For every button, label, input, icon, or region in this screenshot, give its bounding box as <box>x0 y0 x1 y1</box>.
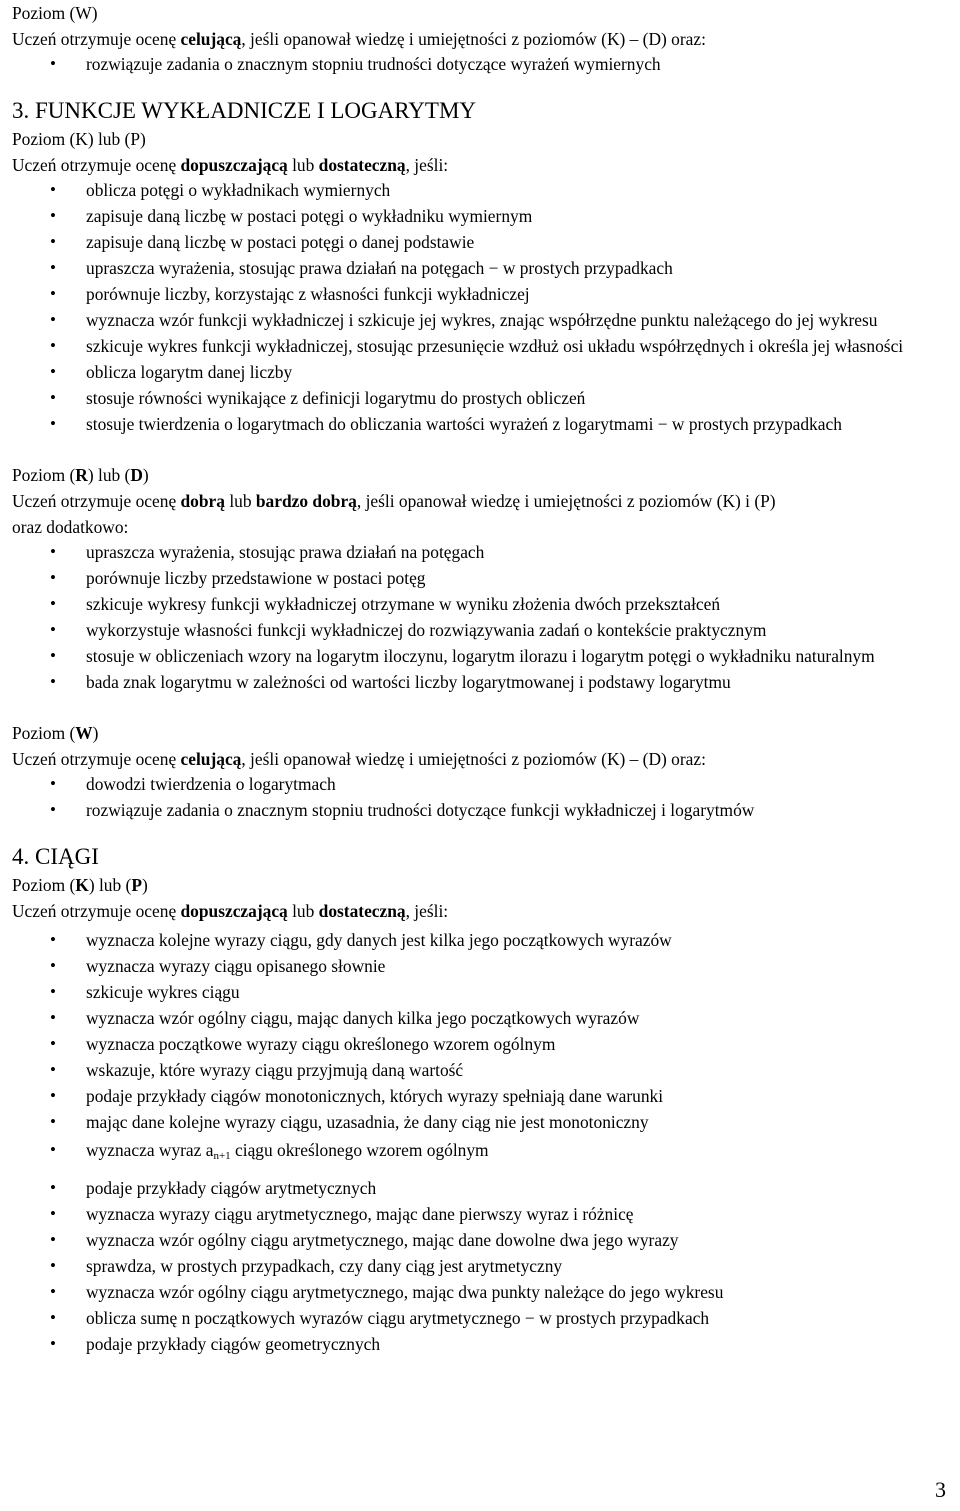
requirements-list <box>12 772 952 822</box>
level-label: Poziom (K) lub (P) <box>12 129 146 149</box>
list-item: • szkicuje wykres funkcji wykładniczej, stosując przesunięcie wzdłuż osi układu współrzędnych i określa jej własności <box>12 334 952 358</box>
list-item: • wskazuje, które wyrazy ciągu przyjmują daną wartość <box>12 1058 952 1082</box>
requirements-list <box>12 928 952 1134</box>
list-item: • stosuje w obliczeniach wzory na logarytm iloczynu, logarytm ilorazu i logarytm potęgi o wykładniku naturalnym <box>12 644 952 668</box>
list-item: • wyznacza wzór ogólny ciągu arytmetycznego, mając dane dowolne dwa jego wyrazy <box>12 1228 952 1252</box>
list-item: • wyznacza wzór ogólny ciągu, mając danych kilka jego początkowych wyrazów <box>12 1006 952 1030</box>
list-item: • zapisuje daną liczbę w postaci potęgi o wykładniku wymiernym <box>12 204 952 228</box>
section-heading: 3. FUNKCJE WYKŁADNICZE I LOGARYTMY <box>12 98 477 123</box>
list-item: • rozwiązuje zadania o znacznym stopniu trudności dotyczące funkcji wykładniczej i logarytmów <box>12 798 952 822</box>
list-item: • wyznacza wyrazy ciągu opisanego słownie <box>12 954 952 978</box>
list-item: • wyznacza wzór funkcji wykładniczej i szkicuje jej wykres, znając współrzędne punktu należącego do jej wykresu <box>12 308 952 332</box>
requirements-list <box>12 1138 952 1168</box>
grade-intro-continued: oraz dodatkowo: <box>12 517 129 537</box>
level-label: Poziom (W) <box>12 723 99 743</box>
list-item: • rozwiązuje zadania o znacznym stopniu trudności dotyczące wyrażeń wymiernych <box>12 52 952 76</box>
level-label: Poziom (K) lub (P) <box>12 875 148 895</box>
list-item: • szkicuje wykres ciągu <box>12 980 952 1004</box>
requirements-list <box>12 1176 952 1356</box>
grade-intro: Uczeń otrzymuje ocenę dopuszczającą lub dostateczną, jeśli: <box>12 155 449 175</box>
list-item: • podaje przykłady ciągów monotonicznych, których wyrazy spełniają dane warunki <box>12 1084 952 1108</box>
list-item: • stosuje twierdzenia o logarytmach do obliczania wartości wyrażeń z logarytmami − w prostych przypadkach <box>12 412 952 436</box>
list-item: • wyznacza wzór ogólny ciągu arytmetycznego, mając dwa punkty należące do jego wykresu <box>12 1280 952 1304</box>
grade-intro: Uczeń otrzymuje ocenę dopuszczającą lub dostateczną, jeśli: <box>12 901 449 921</box>
list-item: • dowodzi twierdzenia o logarytmach <box>12 772 952 796</box>
list-item: • porównuje liczby, korzystając z własności funkcji wykładniczej <box>12 282 952 306</box>
list-item: • oblicza logarytm danej liczby <box>12 360 952 384</box>
list-item: • wykorzystuje własności funkcji wykładniczej do rozwiązywania zadań o kontekście praktycznym <box>12 618 952 642</box>
requirements-list <box>12 540 952 694</box>
list-item: • mając dane kolejne wyrazy ciągu, uzasadnia, że dany ciąg nie jest monotoniczny <box>12 1110 952 1134</box>
level-label: Poziom (W) <box>12 3 98 23</box>
section-heading: 4. CIĄGI <box>12 844 99 869</box>
list-item: • wyznacza początkowe wyrazy ciągu określonego wzorem ogólnym <box>12 1032 952 1056</box>
grade-intro: Uczeń otrzymuje ocenę celującą, jeśli opanował wiedzę i umiejętności z poziomów (K) – (D) oraz: <box>12 29 706 49</box>
level-label: Poziom (R) lub (D) <box>12 465 149 485</box>
list-item: • oblicza potęgi o wykładnikach wymiernych <box>12 178 952 202</box>
document-page <box>12 0 952 1358</box>
list-item: • stosuje równości wynikające z definicji logarytmu do prostych obliczeń <box>12 386 952 410</box>
list-item: • oblicza sumę n początkowych wyrazów ciągu arytmetycznego − w prostych przypadkach <box>12 1306 952 1330</box>
grade-intro: Uczeń otrzymuje ocenę dobrą lub bardzo dobrą, jeśli opanował wiedzę i umiejętności z poziomów (K) i (P) <box>12 491 776 511</box>
requirements-list <box>12 52 952 76</box>
list-item: • zapisuje daną liczbę w postaci potęgi o danej podstawie <box>12 230 952 254</box>
list-item: • podaje przykłady ciągów geometrycznych <box>12 1332 952 1356</box>
page-number: 3 <box>935 1477 946 1502</box>
requirements-list <box>12 178 952 436</box>
list-item: • wyznacza kolejne wyrazy ciągu, gdy danych jest kilka jego początkowych wyrazów <box>12 928 952 952</box>
list-item: • wyznacza wyrazy ciągu arytmetycznego, mając dane pierwszy wyraz i różnicę <box>12 1202 952 1226</box>
list-item: • upraszcza wyrażenia, stosując prawa działań na potęgach − w prostych przypadkach <box>12 256 952 280</box>
list-item: • wyznacza wyraz $a_{n+1}$ ciągu określonego wzorem ogólnym <box>12 1138 952 1168</box>
list-item: • szkicuje wykresy funkcji wykładniczej otrzymane w wyniku złożenia dwóch przekształceń <box>12 592 952 616</box>
list-item: • sprawdza, w prostych przypadkach, czy dany ciąg jest arytmetyczny <box>12 1254 952 1278</box>
list-item: • upraszcza wyrażenia, stosując prawa działań na potęgach <box>12 540 952 564</box>
list-item: • bada znak logarytmu w zależności od wartości liczby logarytmowanej i podstawy logarytmu <box>12 670 952 694</box>
grade-intro: Uczeń otrzymuje ocenę celującą, jeśli opanował wiedzę i umiejętności z poziomów (K) – (D) oraz: <box>12 749 706 769</box>
list-item: • podaje przykłady ciągów arytmetycznych <box>12 1176 952 1200</box>
list-item: • porównuje liczby przedstawione w postaci potęg <box>12 566 952 590</box>
